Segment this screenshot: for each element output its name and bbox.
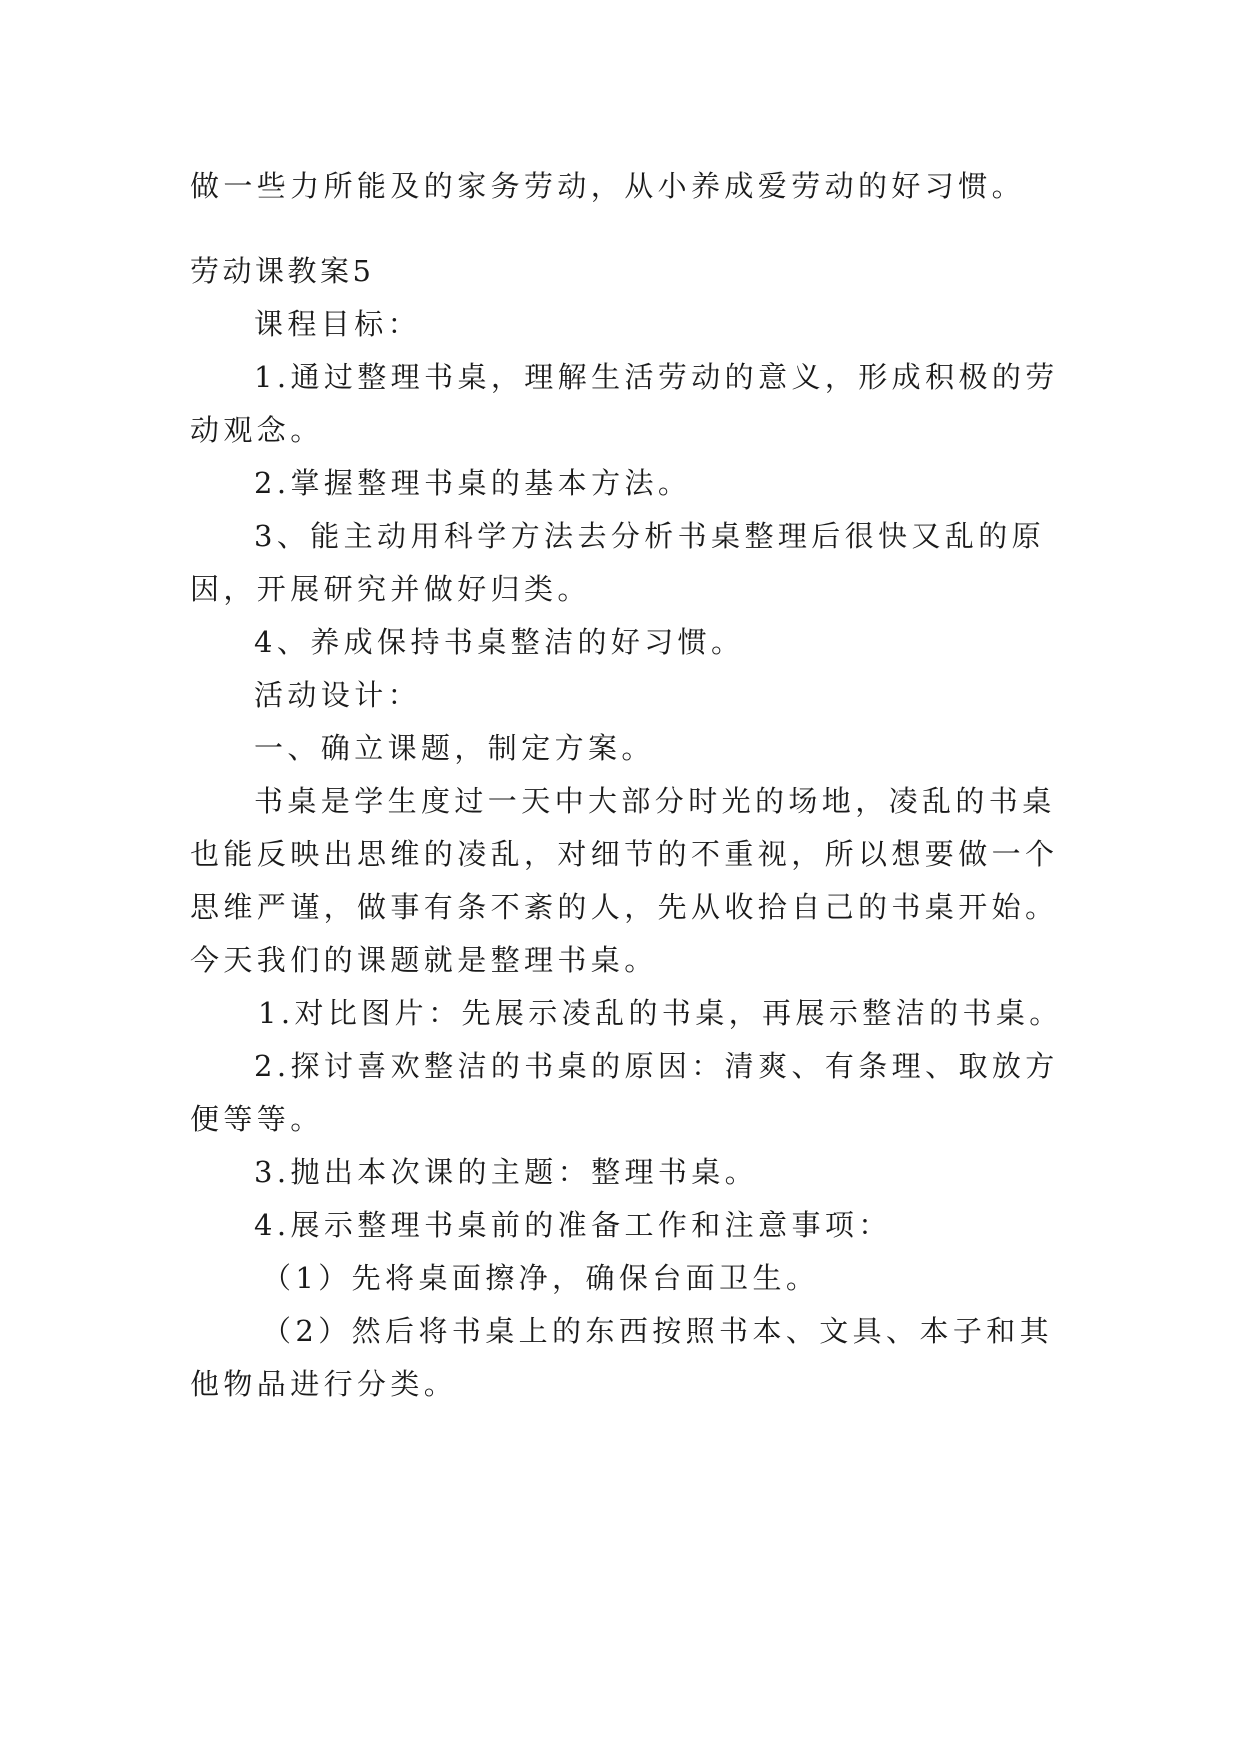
- prep-step-2-line-2: 他物品进行分类。: [190, 1367, 458, 1401]
- section-title: 劳动课教案5: [190, 254, 375, 288]
- activity-item-2-line-2: 便等等。: [190, 1102, 324, 1136]
- goal-3-line-2: 因，开展研究并做好归类。: [190, 572, 591, 606]
- intro-paragraph-line-3: 思维严谨，做事有条不紊的人，先从收拾自己的书桌开始。: [190, 890, 1059, 924]
- activity-item-3: 3.抛出本次课的主题：整理书桌。: [254, 1155, 759, 1189]
- activity-item-4: 4.展示整理书桌前的准备工作和注意事项：: [254, 1208, 892, 1242]
- heading-activity-design: 活动设计：: [254, 678, 422, 712]
- activity-item-2-line-1: 2.探讨喜欢整洁的书桌的原因：清爽、有条理、取放方: [254, 1049, 1059, 1083]
- intro-paragraph-line-4: 今天我们的课题就是整理书桌。: [190, 943, 658, 977]
- step-1-heading: 一、确立课题，制定方案。: [254, 731, 655, 765]
- paragraph-line-1: 做一些力所能及的家务劳动，从小养成爱劳动的好习惯。: [190, 169, 1026, 203]
- prep-step-1: （1）先将桌面擦净，确保台面卫生。: [262, 1261, 820, 1295]
- intro-paragraph-line-1: 书桌是学生度过一天中大部分时光的场地，凌乱的书桌: [254, 784, 1056, 818]
- intro-paragraph-line-2: 也能反映出思维的凌乱，对细节的不重视，所以想要做一个: [190, 837, 1059, 871]
- goal-1-line-1: 1.通过整理书桌，理解生活劳动的意义，形成积极的劳: [254, 360, 1059, 394]
- heading-course-goals: 课程目标：: [254, 307, 422, 341]
- goal-4: 4、养成保持书桌整洁的好习惯。: [254, 625, 745, 659]
- prep-step-2-line-1: （2）然后将书桌上的东西按照书本、文具、本子和其: [262, 1314, 1054, 1348]
- goal-3-line-1: 3、能主动用科学方法去分析书桌整理后很快又乱的原: [254, 519, 1046, 553]
- goal-1-line-2: 动观念。: [190, 413, 324, 447]
- goal-2: 2.掌握整理书桌的基本方法。: [254, 466, 692, 500]
- activity-item-1: 1.对比图片：先展示凌乱的书桌，再展示整洁的书桌。: [258, 996, 1063, 1030]
